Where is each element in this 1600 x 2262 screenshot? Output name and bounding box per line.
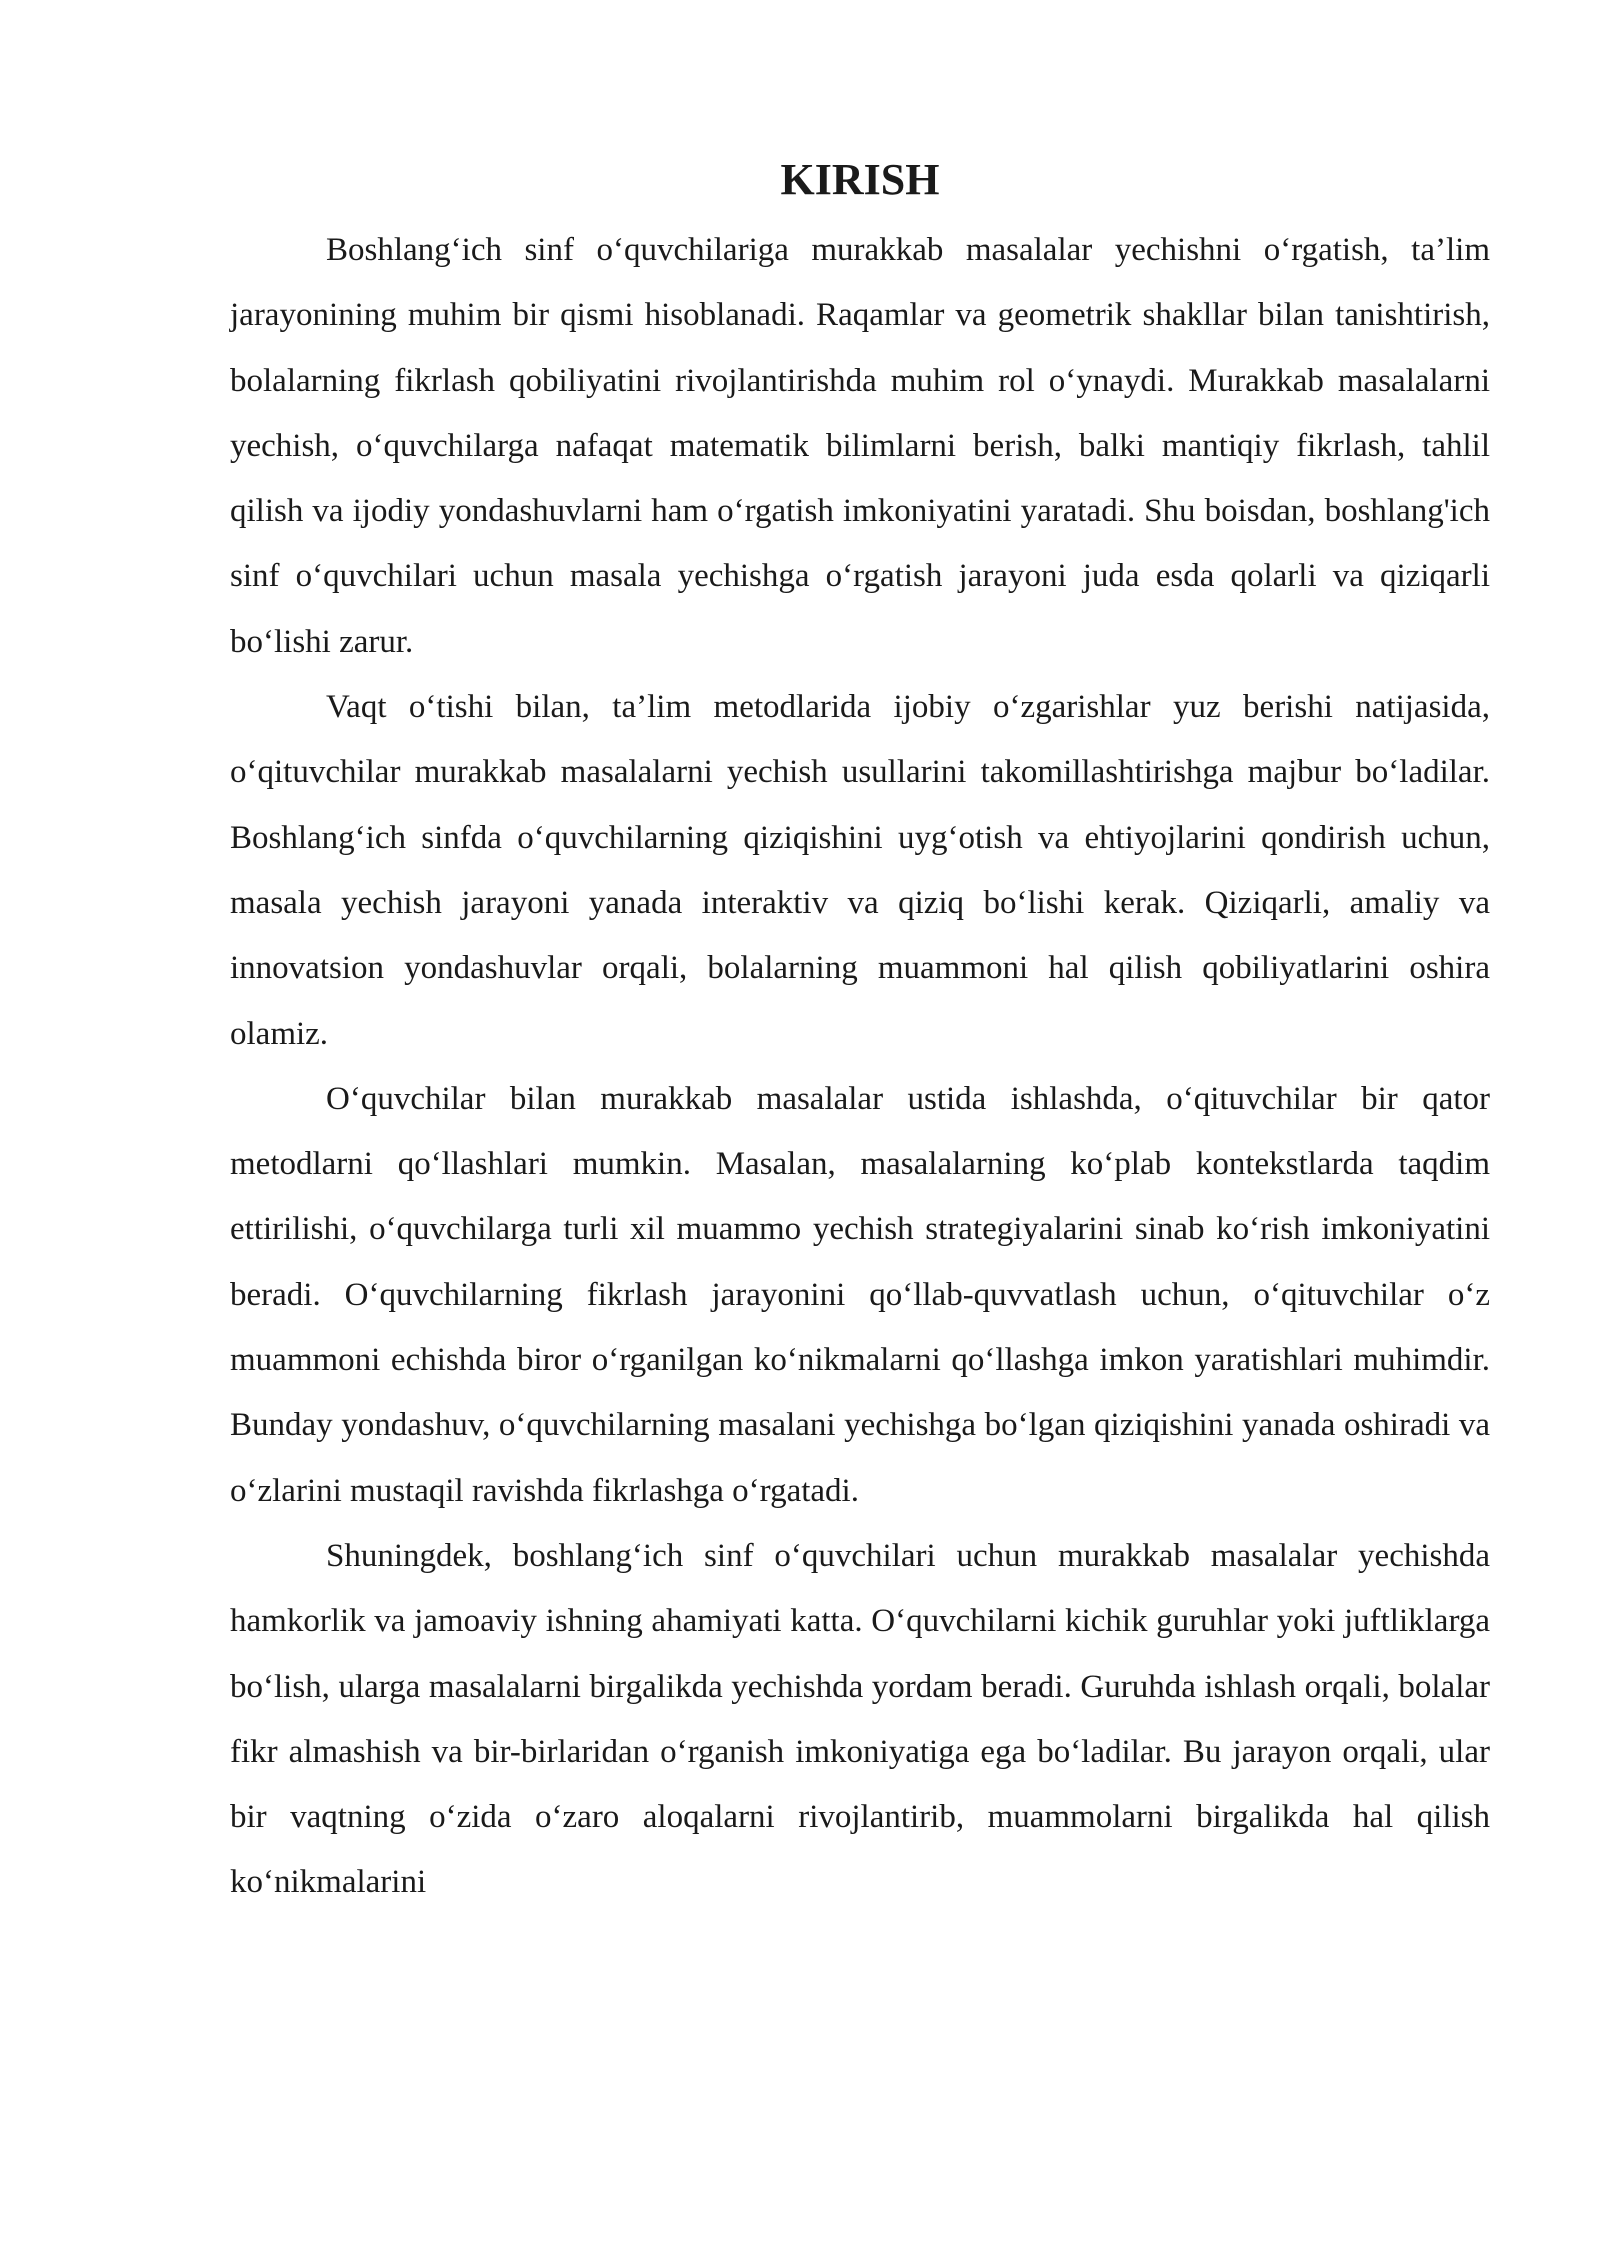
document-page: [230, 150, 1490, 1916]
paragraph-1: Boshlang‘ich sinf o‘quvchilariga murakkab masalalar yechishni o‘rgatish, ta’lim jarayonining muhim bir qismi hisoblanadi. Raqamlar va geometrik shakllar bilan tanishtirish, bolalarning fikrlash qobiliyatini rivojlantirishda muhim rol o‘ynaydi. Murakkab masalalarni yechish, o‘quvchilarga nafaqat matematik bilimlarni berish, balki mantiqiy fikrlash, tahlil qilish va ijodiy yondashuvlarni ham o‘rgatish imkoniyatini yaratadi. Shu boisdan, boshlang'ich sinf o‘quvchilari uchun masala yechishga o‘rgatish jarayoni juda esda qolarli va qiziqarli bo‘lishi zarur.: [230, 232, 1490, 660]
paragraph-4: Shuningdek, boshlang‘ich sinf o‘quvchilari uchun murakkab masalalar yechishda hamkorlik va jamoaviy ishning ahamiyati katta. O‘quvchilarni kichik guruhlar yoki juftliklarga bo‘lish, ularga masalalarni birgalikda yechishda yordam beradi. Guruhda ishlash orqali, bolalar fikr almashish va bir-birlaridan o‘rganish imkoniyatiga ega bo‘ladilar. Bu jarayon orqali, ular bir vaqtning o‘zida o‘zaro aloqalarni rivojlantirib, muammolarni birgalikda hal qilish ko‘nikmalarini: [230, 1537, 1490, 1901]
page-title: KIRISH: [780, 155, 940, 204]
paragraph-2: Vaqt o‘tishi bilan, ta’lim metodlarida ijobiy o‘zgarishlar yuz berishi natijasida, o‘qituvchilar murakkab masalalarni yechish usullarini takomillashtirishga majbur bo‘ladilar. Boshlang‘ich sinfda o‘quvchilarning qiziqishini uyg‘otish va ehtiyojlarini qondirish uchun, masala yechish jarayoni yanada interaktiv va qiziq bo‘lishi kerak. Qiziqarli, amaliy va innovatsion yondashuvlar orqali, bolalarning muammoni hal qilish qobiliyatlarini oshira olamiz.: [230, 689, 1490, 1052]
paragraph-3: O‘quvchilar bilan murakkab masalalar ustida ishlashda, o‘qituvchilar bir qator metodlarni qo‘llashlari mumkin. Masalan, masalalarning ko‘plab kontekstlarda taqdim ettirilishi, o‘quvchilarga turli xil muammo yechish strategiyalarini sinab ko‘rish imkoniyatini beradi. O‘quvchilarning fikrlash jarayonini qo‘llab-quvvatlash uchun, o‘qituvchilar o‘z muammoni echishda biror o‘rganilgan ko‘nikmalarni qo‘llashga imkon yaratishlari muhimdir. Bunday yondashuv, o‘quvchilarning masalani yechishga bo‘lgan qiziqishini yanada oshiradi va o‘zlarini mustaqil ravishda fikrlashga o‘rgatadi.: [230, 1080, 1490, 1509]
